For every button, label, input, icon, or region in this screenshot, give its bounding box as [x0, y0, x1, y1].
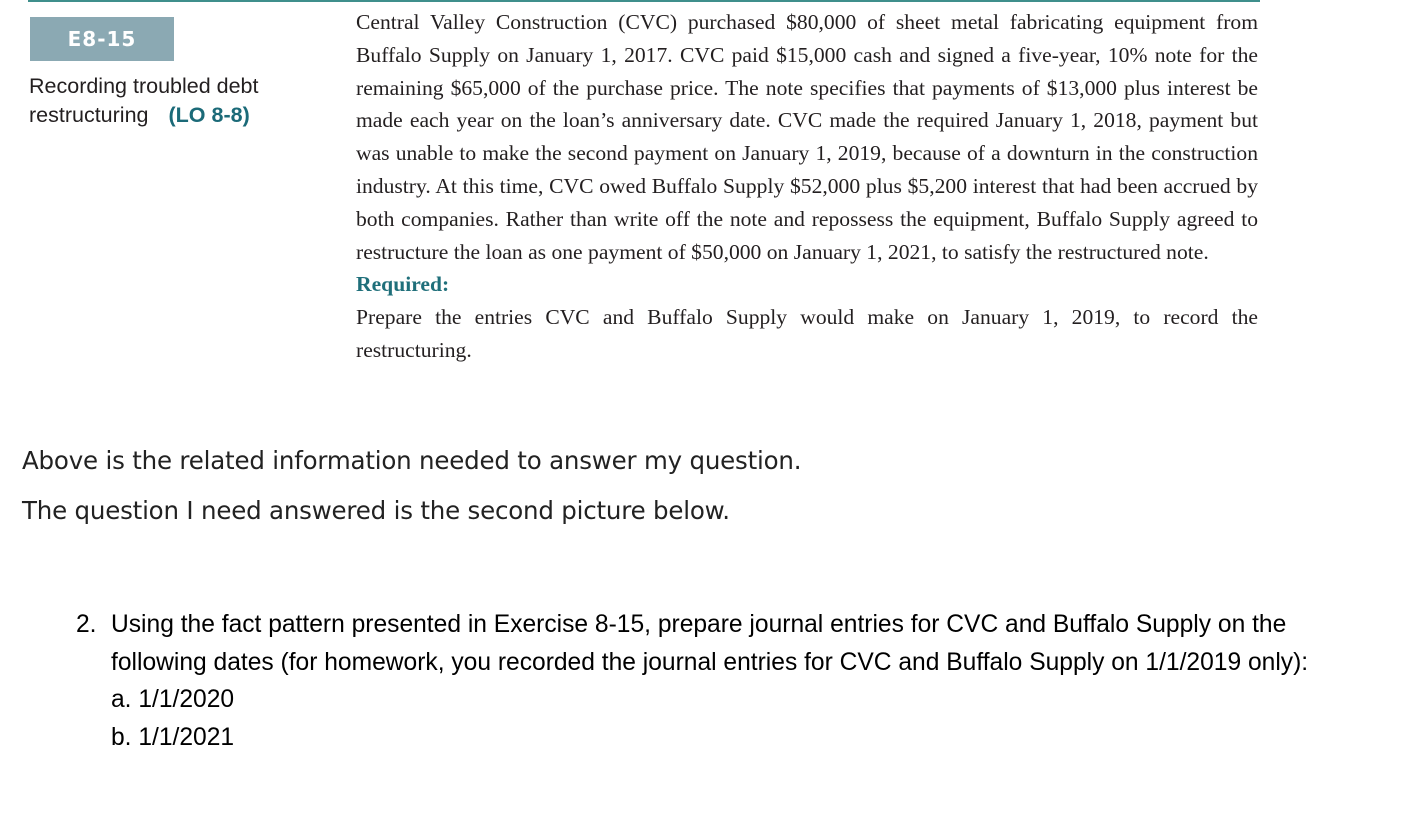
question-block [76, 606, 1326, 756]
top-rule [28, 0, 1260, 2]
required-text: Prepare the entries CVC and Buffalo Supply would make on January 1, 2019, to record the restructuring. [356, 305, 1258, 362]
question-item-a: a. 1/1/2020 [111, 686, 235, 714]
exercise-body [356, 6, 1258, 367]
exercise-number-badge: E8-15 [30, 17, 174, 61]
exercise-topic-text: Recording troubled debt restructuring [29, 74, 259, 127]
note-line-1: Above is the related information needed to answer my question. [22, 446, 802, 475]
learning-objective-tag: (LO 8-8) [168, 103, 250, 127]
note-line-2: The question I need answered is the second picture below. [22, 496, 730, 525]
question-number: 2. [76, 611, 97, 638]
question-text: Using the fact pattern presented in Exercise 8-15, prepare journal entries for CVC and Buffalo Supply on the following dates (for homework, you recorded the journal entries for CVC and Buffalo Supply on 1/1/2019 only): [111, 611, 1309, 676]
required-heading: Required: [356, 272, 450, 297]
exercise-topic [29, 72, 329, 130]
question-item-b: b. 1/1/2021 [111, 723, 235, 751]
exercise-description: Central Valley Construction (CVC) purchased $80,000 of sheet metal fabricating equipment from Buffalo Supply on January 1, 2017. CVC paid $15,000 cash and signed a five-year, 10% note for the remaining $65,000 of the purchase price. The note specifies that payments of $13,000 plus interest be made each year on the loan’s anniversary date. CVC made the required January 1, 2018, payment but was unable to make the second payment on January 1, 2019, because of a downturn in the construction industry. At this time, CVC owed Buffalo Supply $52,000 plus $5,200 interest that had been accrued by both companies. Rather than write off the note and repossess the equipment, Buffalo Supply agreed to restructure the loan as one payment of $50,000 on January 1, 2021, to satisfy the restructured note. [356, 10, 1258, 264]
